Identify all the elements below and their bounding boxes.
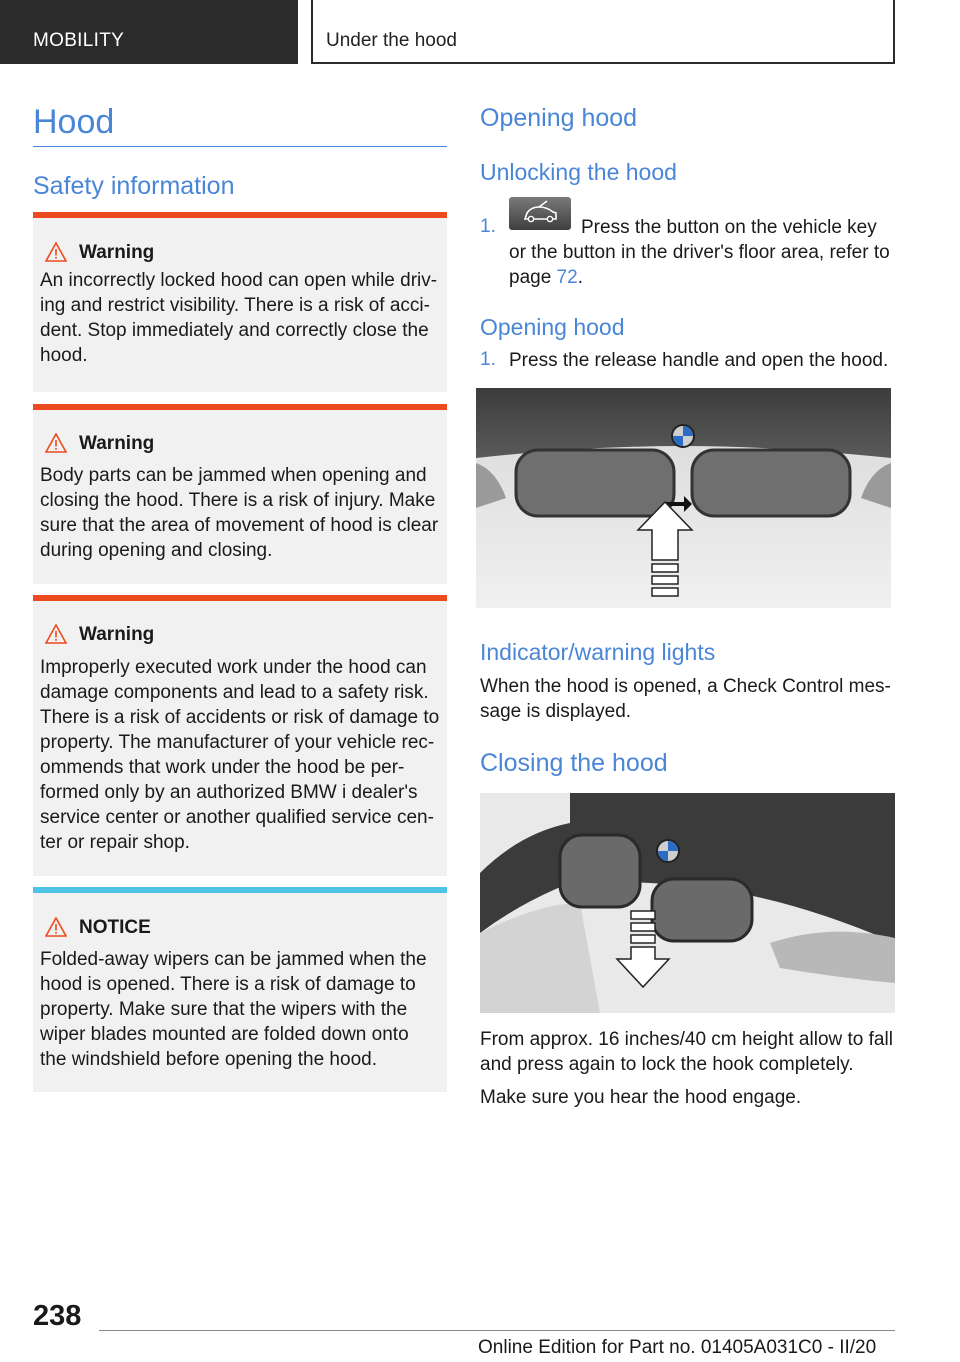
warning-bar (33, 212, 447, 218)
hood-button-icon (509, 197, 571, 230)
header-chapter-label: Under the hood (326, 30, 457, 51)
hood-release-image (476, 388, 891, 608)
opening-subheading: Opening hood (480, 314, 625, 340)
notice-title: NOTICE (79, 917, 151, 938)
safety-heading: Safety information (33, 172, 235, 200)
header-chapter-tab (311, 0, 895, 64)
warning-bar (33, 404, 447, 410)
footer-edition: Online Edition for Part no. 01405A031C0 - II/20 (478, 1337, 877, 1358)
step-number: 1. (480, 216, 496, 237)
warning-icon (45, 433, 67, 453)
header-section-tab (0, 0, 298, 64)
header-section-label: MOBILITY (33, 30, 125, 51)
page-link[interactable]: 72 (556, 267, 578, 288)
step1-text: Press the button on the vehicle key (581, 217, 877, 238)
warning-icon (45, 242, 67, 262)
step2-text: Press the release handle and open the hood. (509, 350, 889, 371)
warning-box-2 (33, 404, 447, 584)
title-rule (33, 146, 447, 147)
warning-icon (45, 624, 67, 644)
warning-title: Warning (79, 624, 155, 645)
notice-icon (45, 917, 67, 937)
indicator-heading: Indicator/warning lights (480, 639, 716, 665)
indicator-text-2: sage is displayed. (480, 701, 632, 722)
notice-bar (33, 887, 447, 893)
step1-text-cont: or the button in the driver's floor area, refer to (509, 242, 890, 263)
hood-closing-image (480, 793, 895, 1013)
unlocking-heading: Unlocking the hood (480, 159, 677, 185)
warning-text: Body parts can be jammed when opening and closing the hood. There is a risk of injury. Make sure that the area of movement of hood is clear during opening and closing. (40, 465, 439, 561)
indicator-text-1: When the hood is opened, a Check Control mes- (480, 676, 891, 697)
page-number: 238 (33, 1300, 82, 1332)
warning-title: Warning (79, 433, 155, 454)
warning-bar (33, 595, 447, 601)
step1-page-ref: page 72. (509, 267, 583, 288)
step-number: 1. (480, 349, 496, 370)
notice-text: Folded-away wipers can be jammed when the hood is opened. There is a risk of damage to property. Make sure that the wipers with the wiper blades mounted are folded down onto the windshield before opening the hood. (40, 949, 427, 1070)
page-title: Hood (33, 103, 115, 141)
closing-text-1: From approx. 16 inches/40 cm height allow to fall (480, 1029, 893, 1050)
warning-box-1 (33, 212, 447, 392)
warning-text: An incorrectly locked hood can open while driv- ing and restrict visibility. There is a risk of acci- dent. Stop immediately and correctly close the hood. (40, 270, 438, 366)
warning-title: Warning (79, 242, 155, 263)
footer-rule (99, 1330, 895, 1331)
notice-box (33, 887, 447, 1092)
warning-text: Improperly executed work under the hood can damage components and lead to a safety risk. There is a risk of accidents or risk of damage to property. The manufacturer of your vehicle rec- ommends that work under the hood be per- formed only by an authorized BMW i dealer's service center or another qualified service cen- ter or repair shop. (40, 657, 440, 853)
closing-text-2: and press again to lock the hook completely. (480, 1054, 854, 1075)
opening-hood-heading: Opening hood (480, 104, 638, 132)
closing-text-3: Make sure you hear the hood engage. (480, 1087, 802, 1108)
closing-heading: Closing the hood (480, 749, 668, 777)
warning-box-3 (33, 595, 447, 876)
